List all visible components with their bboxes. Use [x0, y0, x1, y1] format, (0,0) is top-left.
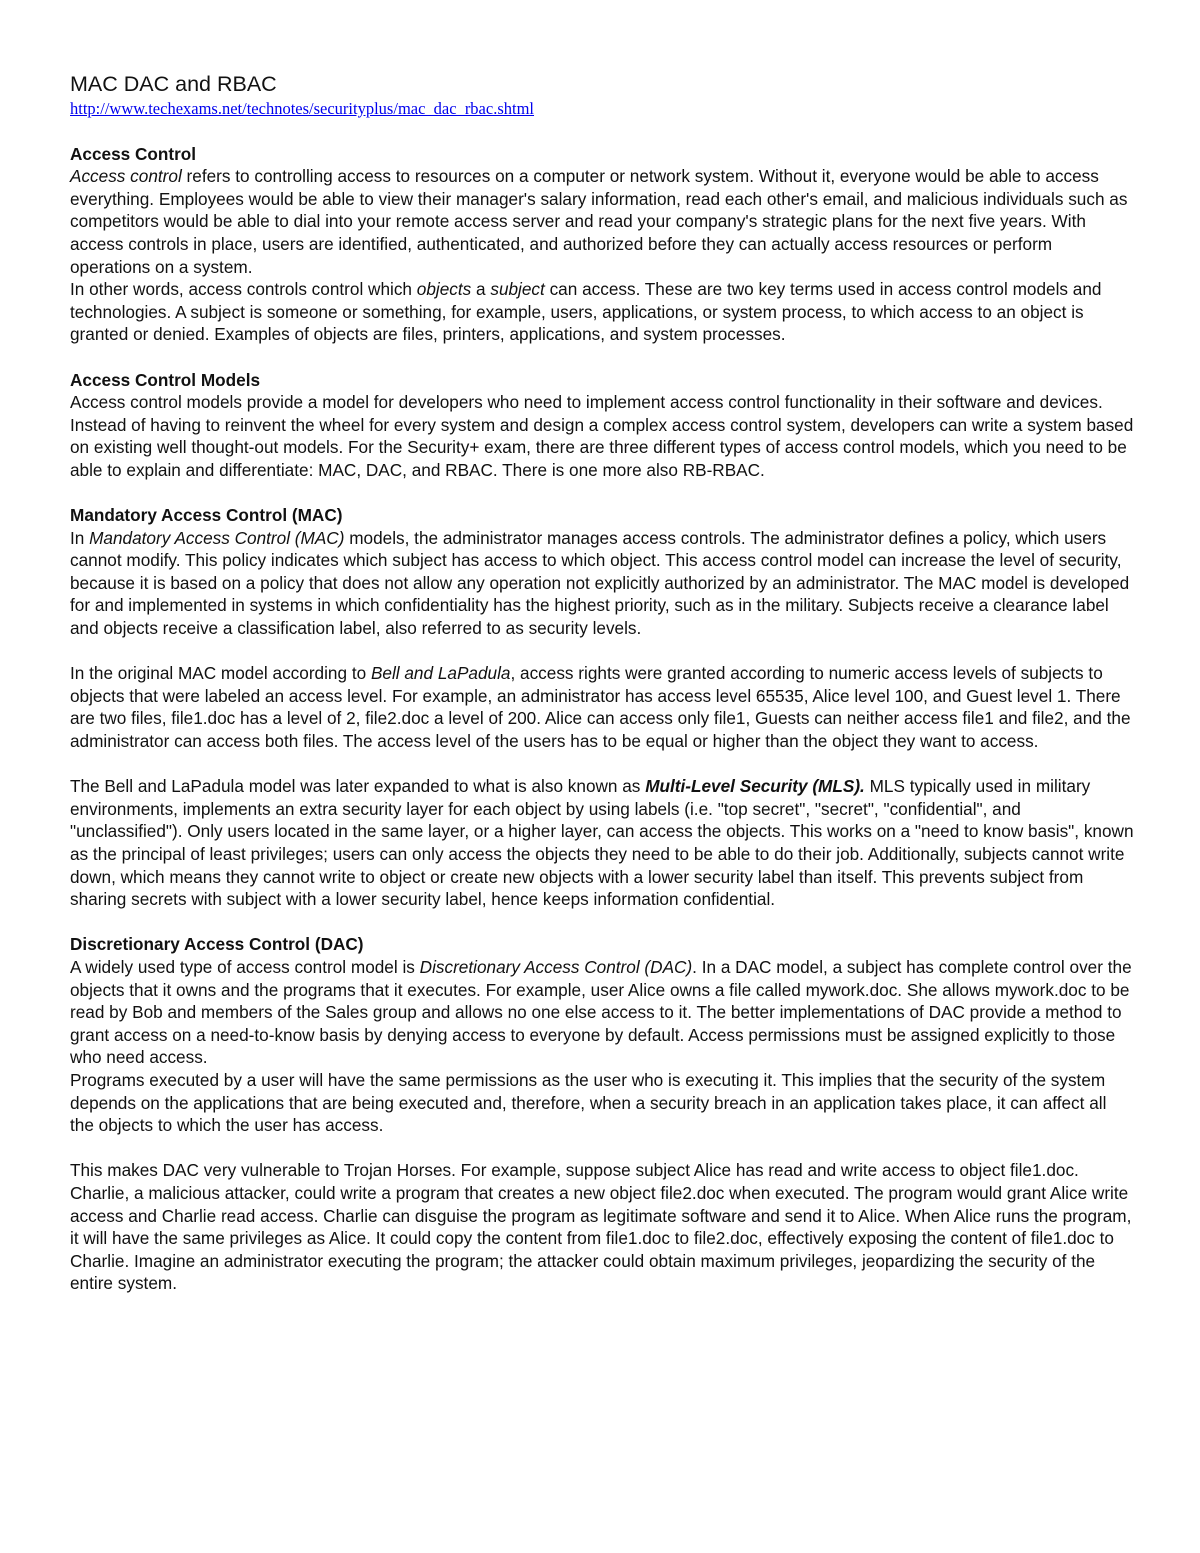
italic-term: subject	[490, 279, 545, 300]
paragraph	[70, 662, 1135, 752]
paragraph	[70, 775, 1135, 911]
paragraph-text: . In a DAC model, a subject has complete control over the objects that it owns and the programs that it executes. For example, user Alice owns a file called mywork.doc. She allows mywork.doc to be read by Bob and members of the Sales group and allows no one else access to it. The better implementations of DAC provide a method to grant access on a need-to-know basis by denying access to everyone by default. Access permissions must be assigned explicitly to those who need access.	[70, 956, 1132, 1068]
paragraph-text: , access rights were granted according to numeric access levels of subjects to objects that were labeled an access level. For example, an administrator has access level 65535, Alice level 100, and Guest level 1. There are two files, file1.doc has a level of 2, file2.doc a level of 200. Alice can access only file1, Guests can neither access file1 and file2, and the administrator can access both files. The access level of the users has to be equal or higher than the object they want to access.	[70, 663, 1131, 752]
paragraph-text: In the original MAC model according to	[70, 663, 371, 684]
spacer	[70, 1137, 1135, 1160]
section-heading: Discretionary Access Control (DAC)	[70, 934, 364, 955]
italic-term: Access control	[70, 166, 182, 187]
document-page	[70, 70, 1135, 1295]
section-dac	[70, 933, 1135, 1295]
paragraph	[70, 527, 1135, 640]
section-heading: Access Control	[70, 143, 197, 164]
paragraph-text: a	[471, 279, 491, 300]
spacer	[70, 640, 1135, 663]
section-access-control-models	[70, 369, 1135, 482]
spacer	[70, 482, 1135, 505]
paragraph: This makes DAC very vulnerable to Trojan Horses. For example, suppose subject Alice has read and write access to object file1.doc. Charlie, a malicious attacker, could write a program that creates a new object file2.doc when executed. The program would grant Alice write access and Charlie read access. Charlie can disguise the program as legitimate software and send it to Alice. When Alice runs the program, it will have the same privileges as Alice. It could copy the content from file1.doc to file2.doc, effectively exposing the content of file1.doc to Charlie. Imagine an administrator executing the program; the attacker could obtain maximum privileges, jeopardizing the security of the entire system.	[70, 1160, 1132, 1294]
paragraph: Programs executed by a user will have the same permissions as the user who is executing it. This implies that the security of the system depends on the applications that are being executed and, therefore, when a security breach in an application takes place, it can affect all the objects to which the user has access.	[70, 1069, 1107, 1136]
page-title: MAC DAC and RBAC	[70, 72, 277, 96]
section-heading: Access Control Models	[70, 369, 261, 390]
paragraph-text: can access. These are two key terms used in access control models and technologies. A subject is someone or something, for example, users, applications, or system process, to which access to an object is granted or denied. Examples of objects are files, printers, applications, and system processes.	[70, 279, 1102, 345]
spacer	[70, 120, 1135, 143]
paragraph-text: refers to controlling access to resources on a computer or network system. Without it, everyone would be able to access everything. Employees would be able to view their manager's salary information, read each other's email, and malicious individuals such as competitors would be able to dial into your remote access server and read your company's strategic plans for the next five years. With access controls in place, users are identified, authenticated, and authorized before they can actually access resources or perform operations on a system.	[70, 166, 1128, 277]
paragraph	[70, 165, 1135, 278]
paragraph	[70, 278, 1135, 346]
paragraph	[70, 956, 1135, 1069]
paragraph-text: In	[70, 527, 90, 548]
paragraph-text: In other words, access controls control which	[70, 279, 417, 300]
paragraph-text: models, the administrator manages access controls. The administrator defines a policy, which users cannot modify. This policy indicates which subject has access to which object. This access control model can increase the level of security, because it is based on a policy that does not allow any operation not explicitly authorized by an administrator. The MAC model is developed for and implemented in systems in which confidentiality has the highest priority, such as in the military. Subjects receive a clearance label and objects receive a classification label, also referred to as security levels.	[70, 527, 1130, 639]
italic-term: Bell and LaPadula	[370, 663, 511, 684]
spacer	[70, 753, 1135, 776]
paragraph-text: The Bell and LaPadula model was later expanded to what is also known as	[70, 776, 646, 797]
italic-term: Mandatory Access Control (MAC)	[89, 527, 345, 548]
source-link[interactable]: http://www.techexams.net/technotes/securityplus/mac_dac_rbac.shtml	[70, 99, 535, 118]
section-mac	[70, 504, 1135, 911]
section-access-control	[70, 143, 1135, 346]
spacer	[70, 911, 1135, 934]
paragraph-text: A widely used type of access control model is	[70, 956, 420, 977]
paragraph-text: MLS typically used in military environments, implements an extra security layer for each object by using labels (i.e. "top secret", "secret", "confidential", and "unclassified"). Only users located in the same layer, or a higher layer, can access the objects. This works on a "need to know basis", known as the principal of least privileges; users can only access the objects they need to be able to do their job. Additionally, subjects cannot write down, which means they cannot write to object or create new objects with a lower security label than itself. This prevents subject from sharing secrets with subject with a lower security label, hence keeps information confidential.	[70, 776, 1134, 910]
italic-term: objects	[416, 279, 472, 300]
italic-term: Discretionary Access Control (DAC)	[419, 956, 693, 977]
section-heading: Mandatory Access Control (MAC)	[70, 505, 343, 526]
spacer	[70, 346, 1135, 369]
paragraph: Access control models provide a model for developers who need to implement access control functionality in their software and devices. Instead of having to reinvent the wheel for every system and design a complex access control system, developers can write a system based on existing well thought-out models. For the Security+ exam, there are three different types of access control models, which you need to be able to explain and differentiate: MAC, DAC, and RBAC. There is one more also RB-RBAC.	[70, 392, 1134, 480]
bold-italic-term: Multi-Level Security (MLS).	[645, 776, 865, 797]
